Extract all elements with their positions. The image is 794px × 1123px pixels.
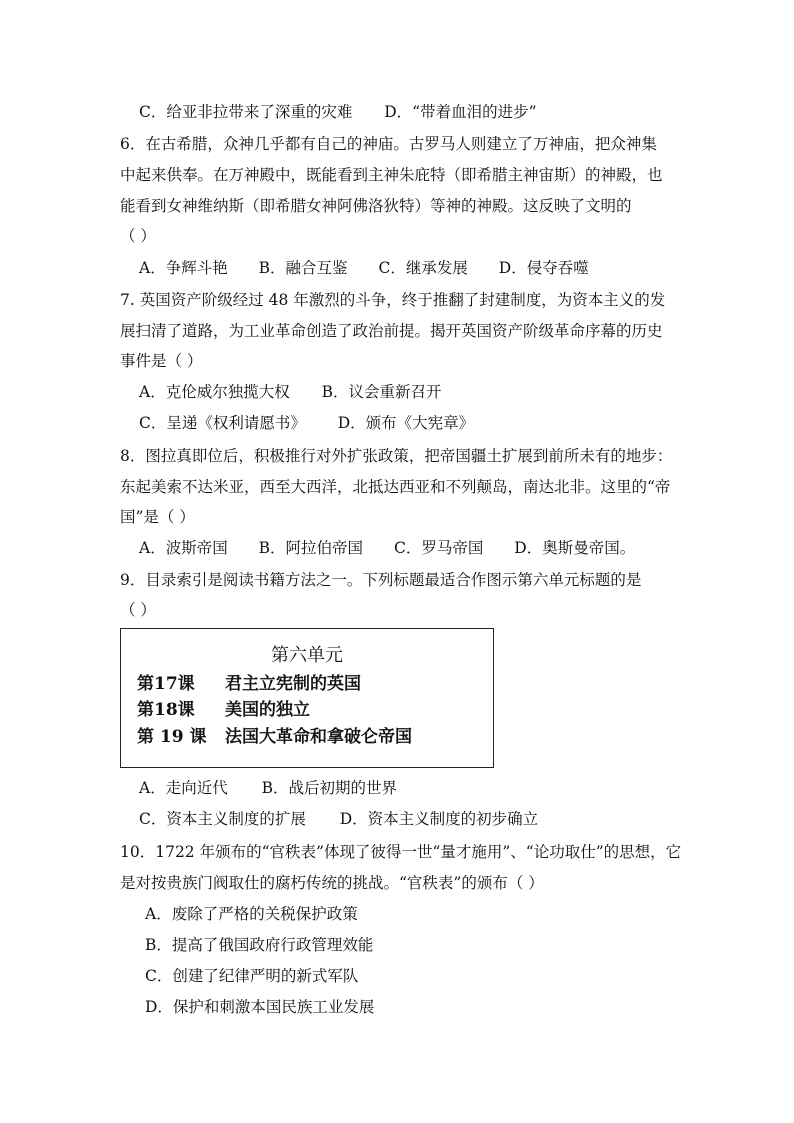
q10-option-b: B．提高了俄国政府行政管理效能 — [145, 936, 374, 954]
q6-stem-line-1: 6．在古希腊，众神几乎都有自己的神庙。古罗马人则建立了万神庙，把众神集 — [120, 135, 657, 153]
q8-option-c: C．罗马帝国 — [393, 539, 484, 557]
q9-options-row-1 — [139, 778, 397, 798]
lesson-name: 法国大革命和拿破仑帝国 — [225, 727, 412, 747]
q8-stem-line-3: 国”是（ ） — [120, 508, 195, 526]
lesson-18 — [137, 695, 310, 720]
q7-options-row-1 — [139, 382, 441, 402]
lesson-number: 第 19 课 — [137, 727, 207, 747]
lesson-19 — [137, 722, 412, 747]
lesson-number: 第18课 — [137, 700, 195, 720]
q7-stem-line-3: 事件是（ ） — [120, 352, 203, 370]
q6-stem-line-2: 中起来供奉。在万神殿中，既能看到主神朱庇特（即希腊主神宙斯）的神殿，也 — [120, 166, 663, 184]
q9-stem-line-1: 9．目录索引是阅读书籍方法之一。下列标题最适合作图示第六单元标题的是 — [120, 571, 642, 589]
q6-answer-blank: （ ） — [120, 227, 156, 245]
q7-option-d: D．颁布《大宪章》 — [337, 414, 475, 432]
unit-title: 第六单元 — [271, 645, 343, 666]
q7-option-a: A．克伦威尔独揽大权 — [139, 383, 290, 401]
q7-option-c: C．呈递《权利请愿书》 — [139, 414, 306, 432]
q8-options-row — [139, 538, 661, 558]
q6-option-d: D．侵夺吞噬 — [498, 259, 589, 277]
q10-stem-line-1: 10．1722 年颁布的“官秩表”体现了彼得一世“量才施用”、“论功取仕”的思想，它 — [120, 843, 682, 861]
q5-option-d: D．“带着血泪的进步” — [384, 103, 537, 121]
q8-option-b: B．阿拉伯帝国 — [258, 539, 364, 557]
q9-option-d: D．资本主义制度的初步确立 — [339, 810, 539, 828]
q9-option-c: C．资本主义制度的扩展 — [139, 810, 306, 828]
lesson-17 — [137, 669, 361, 694]
q9-option-b: B．战后初期的世界 — [261, 779, 397, 797]
q8-stem-line-2: 东起美索不达米亚，西至大西洋，北抵达西亚和不列颠岛，南达北非。这里的“帝 — [120, 478, 671, 496]
unit-six-table-of-contents-figure — [120, 628, 494, 768]
q9-options-row-2 — [139, 809, 538, 829]
q7-options-row-2 — [139, 413, 474, 433]
q6-option-c: C．继承发展 — [378, 259, 468, 277]
q7-stem-line-2: 展扫清了道路，为工业革命创造了政治前提。揭开英国资产阶级革命序幕的历史 — [120, 322, 663, 340]
q6-option-b: B．融合互鉴 — [258, 259, 348, 277]
q7-stem-line-1: 7. 英国资产阶级经过 48 年激烈的斗争，终于推翻了封建制度，为资本主义的发 — [120, 291, 666, 309]
q6-stem-line-3: 能看到女神维纳斯（即希腊女神阿佛洛狄特）等神的神殿。这反映了文明的 — [120, 197, 632, 215]
q7-option-b: B．议会重新召开 — [321, 383, 442, 401]
lesson-name: 美国的独立 — [225, 700, 310, 720]
q8-option-a: A．波斯帝国 — [139, 539, 228, 557]
q10-stem-line-2: 是对按贵族门阀取仕的腐朽传统的挑战。“官秩表”的颁布（ ） — [120, 874, 544, 892]
lesson-number: 第17课 — [137, 674, 195, 694]
q9-answer-blank: （ ） — [120, 601, 156, 619]
q9-option-a: A．走向近代 — [139, 779, 228, 797]
q10-option-a: A．废除了严格的关税保护政策 — [145, 905, 358, 923]
q5-option-c: C．给亚非拉带来了深重的灾难 — [139, 103, 353, 121]
lesson-name: 君主立宪制的英国 — [225, 674, 361, 694]
q5-options-row — [139, 102, 537, 122]
q6-option-a: A．争辉斗艳 — [139, 259, 228, 277]
q8-option-d: D．奥斯曼帝国。 — [514, 539, 636, 557]
q10-option-c: C．创建了纪律严明的新式军队 — [145, 967, 359, 985]
q6-options-row — [139, 258, 615, 278]
q10-option-d: D．保护和刺激本国民族工业发展 — [145, 998, 375, 1016]
q8-stem-line-1: 8．图拉真即位后，积极推行对外扩张政策，把帝国疆土扩展到前所未有的地步： — [120, 447, 673, 465]
